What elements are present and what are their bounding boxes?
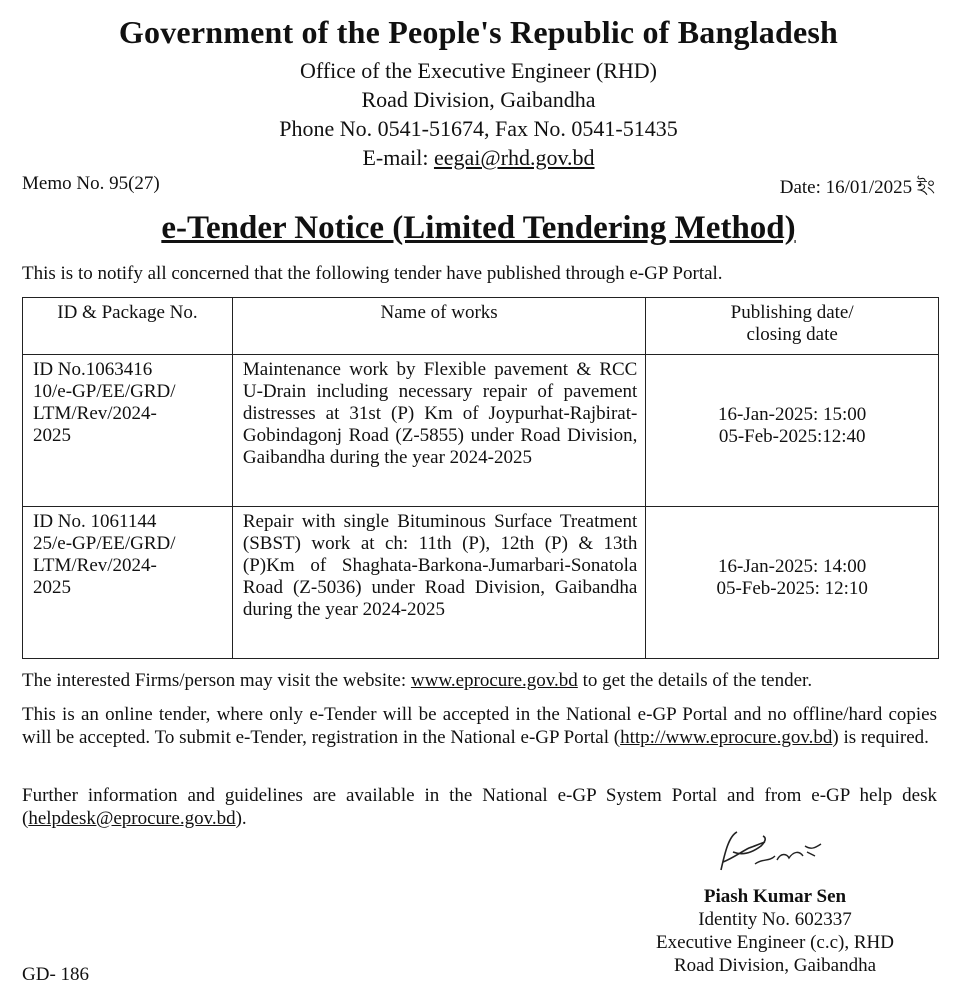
tender-id-line: LTM/Rev/2024- [33,555,157,576]
office-name: Office of the Executive Engineer (RHD) [300,58,657,83]
email-link[interactable]: eegai@rhd.gov.bd [433,145,595,170]
tender-id-cell [23,355,233,507]
gd-code: GD- 186 [22,964,90,985]
tender-id-cell [23,507,233,659]
online-tender-text: This is an online tender, where only e-Tender will be accepted in the National e-GP Portal and no offline/hard copies will be accepted. To submit e-Tender, registration in the National e-GP Portal ( [22,704,937,748]
tender-id-line: LTM/Rev/2024- [33,403,157,424]
division-name: Road Division, Gaibandha [361,87,596,112]
header-dates-line2: closing date [746,324,838,345]
table-row [23,507,939,659]
tender-id-line: 10/e-GP/EE/GRD/ [33,381,176,402]
helpdesk-text: Further information and guidelines are available in the National e-GP System Portal and from e-GP help desk ( [22,785,937,829]
tender-id-line: ID No.1063416 [33,359,153,380]
tender-table [22,297,939,659]
government-title: Government of the People's Republic of Bangladesh [118,14,839,50]
signatory-office: Road Division, Gaibandha [673,955,877,976]
table-header-row [23,298,939,355]
website-text: The interested Firms/person may visit the website: [22,670,411,691]
header-dates-line1: Publishing date/ [730,302,854,323]
tender-id-line: 2025 [33,425,71,446]
handwritten-signature [703,822,833,882]
publishing-date: 16-Jan-2025: 15:00 [718,404,867,425]
notice-intro: This is to notify all concerned that the following tender have published through e-GP Portal. [22,263,723,284]
dates-cell [646,355,939,507]
website-text-end: to get the details of the tender. [577,670,813,691]
works-cell: Repair with single Bituminous Surface Treatment (SBST) work at ch: 11th (P), 12th (P) & 13th (P)Km of Shaghata-Barkona-Jumarbari-Sonatola Road (Z-5036) under Road Division, Gaibandha during the year 2024-2025 [232,507,645,659]
signatory-name: Piash Kumar Sen [703,886,847,907]
signatory-block [620,885,930,977]
tender-id-line: 2025 [33,577,71,598]
tender-id-line: 25/e-GP/EE/GRD/ [33,533,176,554]
phone-fax: Phone No. 0541-51674, Fax No. 0541-51435 [279,116,678,141]
signatory-identity: Identity No. 602337 [698,909,852,930]
eprocure-portal-link[interactable]: http://www.eprocure.gov.bd [620,727,833,748]
tender-id-line: ID No. 1061144 [33,511,157,532]
table-row [23,355,939,507]
works-cell: Maintenance work by Flexible pavement & RCC U-Drain including necessary repair of pavement distresses at 31st (P) Km of Joypurhat-Rajbirat-Gobindagonj Road (Z-5855) under Road Division, Gaibandha during the year 2024-2025 [232,355,645,507]
memo-date: Date: 16/01/2025 ইং [779,177,935,198]
closing-date: 05-Feb-2025: 12:10 [716,578,868,599]
eprocure-link[interactable]: www.eprocure.gov.bd [410,670,578,691]
header-works: Name of works [232,298,645,355]
memo-number: Memo No. 95(27) [22,173,160,194]
publishing-date: 16-Jan-2025: 14:00 [718,556,867,577]
online-tender-paragraph [22,703,937,749]
online-tender-text-end: ) is required. [832,727,929,748]
dates-cell [646,507,939,659]
notice-title: e-Tender Notice (Limited Tendering Method) [161,210,796,246]
email-label: E-mail: [362,145,434,170]
website-paragraph [22,669,937,692]
email-line [0,145,957,171]
helpdesk-email-link[interactable]: helpdesk@eprocure.gov.bd [28,808,236,829]
helpdesk-text-end: ). [235,808,247,829]
header-id: ID & Package No. [23,298,233,355]
header-dates [646,298,939,355]
closing-date: 05-Feb-2025:12:40 [718,426,866,447]
signatory-designation: Executive Engineer (c.c), RHD [656,932,894,953]
